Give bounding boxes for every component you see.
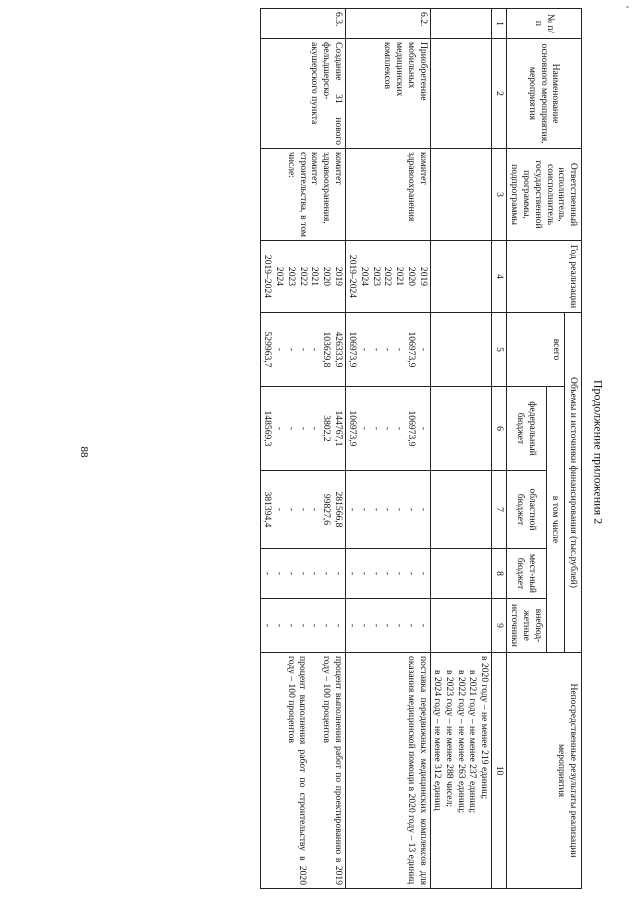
- table-row: [260, 9, 345, 889]
- column-numbers-row: [492, 9, 507, 889]
- row-name: Создание 31 нового фельдшерско-акушерского пункта: [260, 39, 345, 149]
- row-results: [260, 653, 345, 889]
- result-line: процент выполнения работ по проектированию в 2019 году – 100 процентов: [320, 656, 344, 886]
- header-no: № п/п: [506, 9, 581, 39]
- row-total: 426333,9 103629,8 - - - - 529963,7: [260, 313, 345, 387]
- result-line: в 2020 году – не менее 219 единиц;: [479, 656, 491, 800]
- financing-table: [260, 8, 582, 889]
- table-row: [345, 9, 430, 889]
- row-name: Приобретение мобильных медицинских комплексов: [345, 39, 430, 149]
- header-federal: федеральный бюджет: [506, 387, 546, 471]
- result-line: в 2023 году – не менее 288 чисел;: [443, 670, 455, 808]
- result-line: поставка передвижных медицинских комплексов для оказания медицинской помощи в 2020 году – 13 единиц: [405, 656, 429, 886]
- row-federal: - 106973,9 - - - - 106973,9: [345, 387, 430, 471]
- header-row-1: [565, 9, 582, 889]
- column-number: 7: [492, 471, 507, 549]
- scan-speck: [626, 6, 629, 8]
- page-number: 88: [78, 446, 90, 458]
- column-number: 8: [492, 549, 507, 599]
- column-number: 6: [492, 387, 507, 471]
- header-year: Год реализации: [506, 241, 581, 313]
- column-number: 1: [492, 9, 507, 39]
- header-including: в том числе: [546, 387, 564, 653]
- result-line: в 2024 году – не менее 312 единиц: [432, 670, 444, 811]
- header-result: Непосредственные результаты реализации мероприятия: [506, 653, 581, 889]
- row-regional: - - - - - - -: [345, 471, 430, 549]
- column-number: 9: [492, 599, 507, 653]
- header-funding: Объемы и источники финансирования (тыс.рублей): [565, 313, 582, 653]
- row-number: 6.3.: [260, 9, 345, 39]
- header-name: Наименование основного мероприятия, мероприятия: [506, 39, 581, 149]
- header-total: всего: [506, 313, 565, 387]
- rotated-page-content: [182, 8, 582, 888]
- row-local: - - - - - - -: [345, 549, 430, 599]
- result-line: в 2022 году – не менее 263 единиц;: [455, 670, 467, 814]
- row-extrabudget: - - - - - - -: [260, 599, 345, 653]
- column-number: 3: [492, 149, 507, 241]
- row-years: 2019 2020 2021 2022 2023 2024 2019–2024: [260, 241, 345, 313]
- result-line: в 2021 году – не менее 237 единиц;: [467, 670, 479, 814]
- table-row-continuation: [430, 9, 492, 889]
- row-years: 2019 2020 2021 2022 2023 2024 2019–2024: [345, 241, 430, 313]
- row-number: 6.2.: [345, 9, 430, 39]
- continuation-title: Продолжение приложения 2: [591, 379, 606, 525]
- row-results: [345, 653, 430, 889]
- continuation-results: [430, 653, 492, 889]
- row-local: - - - - - - -: [260, 549, 345, 599]
- result-line: процент выполнения работ по строительству в 2020 году – 100 процентов: [285, 656, 309, 886]
- header-responsible: Ответственный исполнитель, соисполнитель государственной программы, подпрограммы: [506, 149, 581, 241]
- row-federal: 144767,1 3802,2 - - - - 148569,3: [260, 387, 345, 471]
- header-regional: областной бюджет: [506, 471, 546, 549]
- row-regional: 281566,8 99827,6 - - - - 381394,4: [260, 471, 345, 549]
- row-responsible: комитет здравоохранения, комитет строительства, в том числе:: [260, 149, 345, 241]
- row-total: - 106973,9 - - - - 106973,9: [345, 313, 430, 387]
- column-number: 5: [492, 313, 507, 387]
- row-responsible: комитет здравоохранения: [345, 149, 430, 241]
- row-extrabudget: - - - - - - -: [345, 599, 430, 653]
- header-local: мест-ный бюджет: [506, 549, 546, 599]
- column-number: 10: [492, 653, 507, 889]
- column-number: 4: [492, 241, 507, 313]
- header-extrabudget: внебюд-жетные источники: [506, 599, 546, 653]
- column-number: 2: [492, 39, 507, 149]
